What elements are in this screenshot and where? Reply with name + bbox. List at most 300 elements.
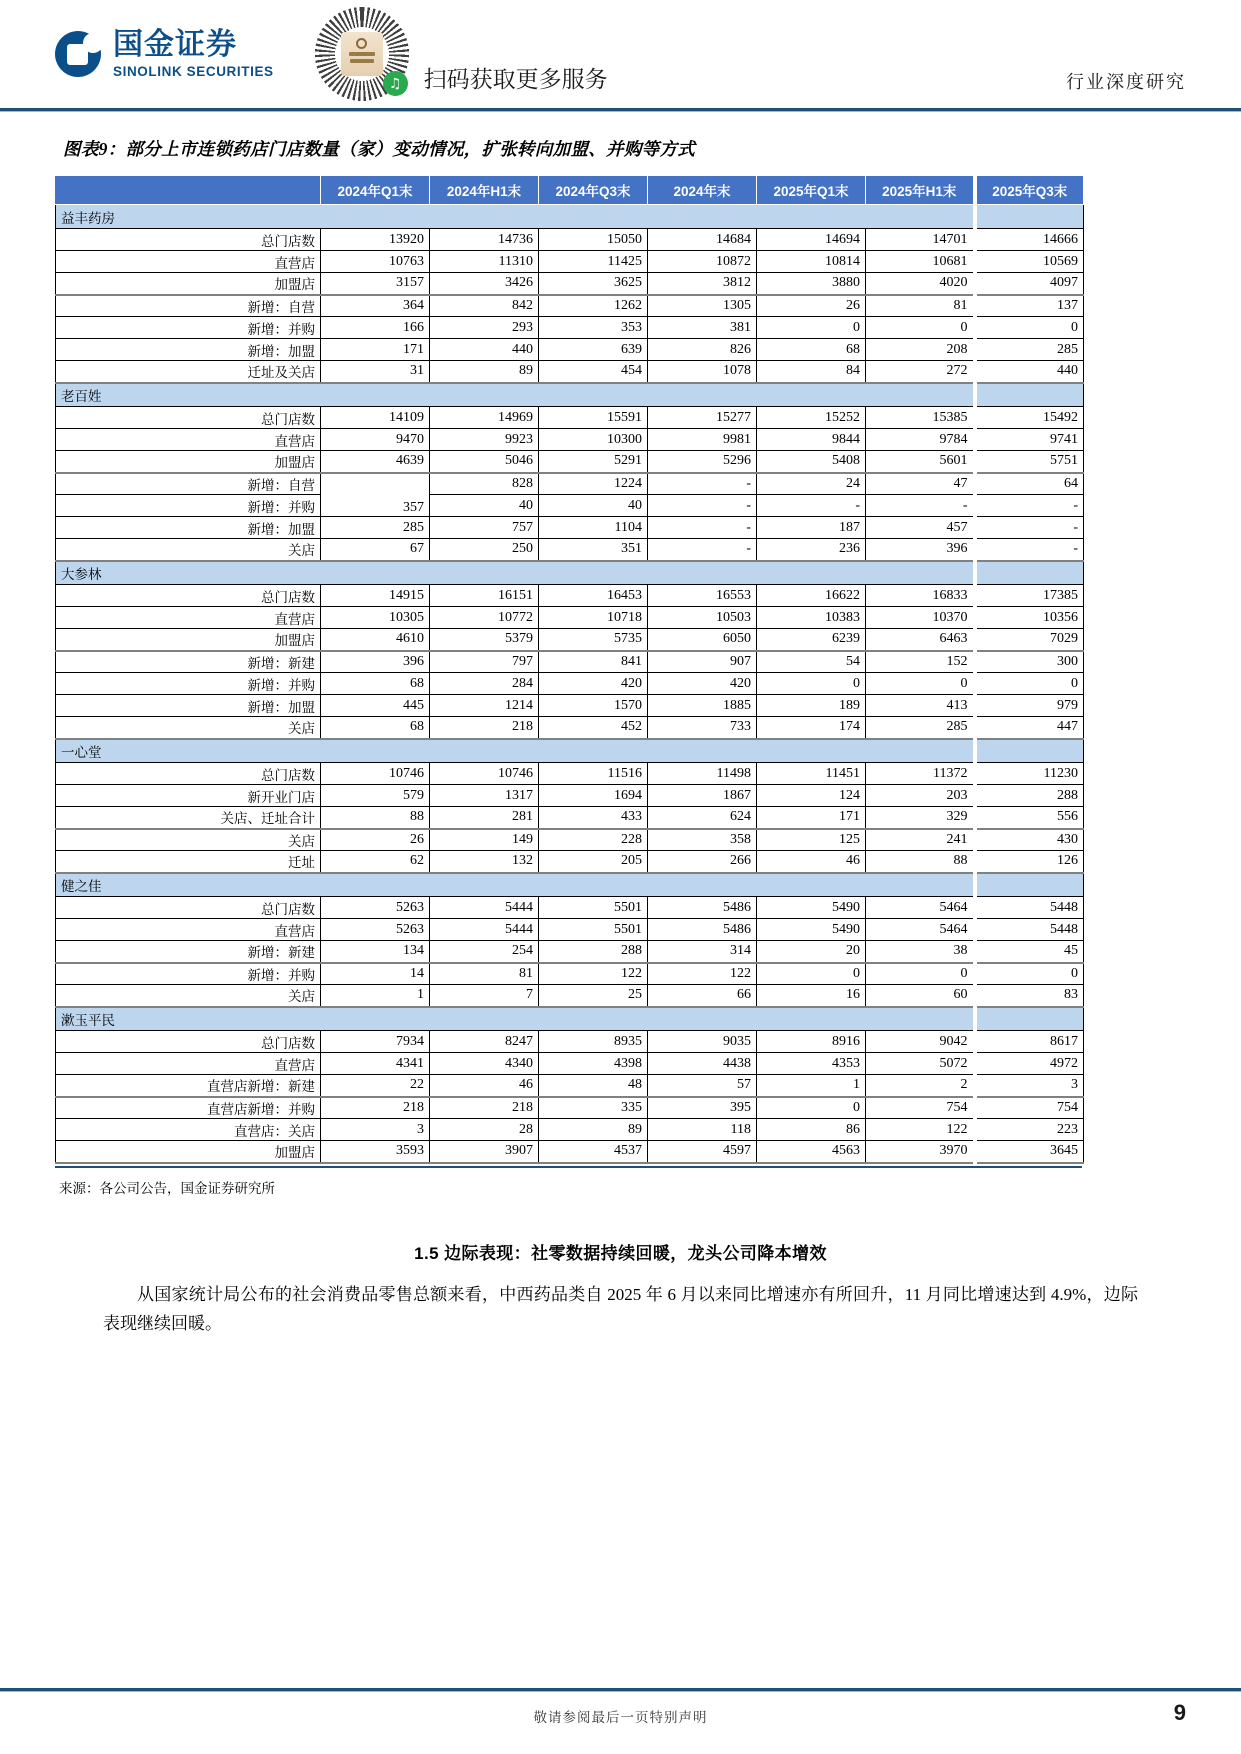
table-cell: 254 (430, 941, 539, 963)
table-col-header-7: 2025年Q3末 (975, 176, 1084, 205)
table-cell: 10872 (648, 251, 757, 273)
table-row (56, 985, 1084, 1007)
table-cell: 0 (866, 963, 975, 985)
table-cell: 3426 (430, 273, 539, 295)
table-cell: 0 (975, 317, 1084, 339)
table-row-label: 新增：加盟 (56, 517, 321, 539)
table-row (56, 495, 1084, 517)
table-row (56, 1097, 1084, 1119)
table-row-label: 加盟店 (56, 451, 321, 473)
table-cell: 45 (975, 941, 1084, 963)
table-row (56, 1075, 1084, 1097)
table-row (56, 251, 1084, 273)
table-cell: 11372 (866, 763, 975, 785)
brand-logo (55, 27, 274, 79)
table-cell: 122 (539, 963, 648, 985)
table-cell: - (975, 517, 1084, 539)
table-cell: 14684 (648, 229, 757, 251)
table-cell: 826 (648, 339, 757, 361)
table-cell: 445 (321, 695, 430, 717)
table-cell: 46 (757, 851, 866, 873)
table-row-label: 总门店数 (56, 407, 321, 429)
table-cell: - (648, 517, 757, 539)
table-row (56, 273, 1084, 295)
table-cell: 125 (757, 829, 866, 851)
table-cell: 3157 (321, 273, 430, 295)
table-cell: 4639 (321, 451, 430, 473)
table-row (56, 785, 1084, 807)
table-cell: 250 (430, 539, 539, 561)
table-cell: 126 (975, 851, 1084, 873)
table-cell: 11451 (757, 763, 866, 785)
table-section-gap (975, 873, 1084, 897)
table-cell: - (757, 495, 866, 517)
table-cell: - (648, 539, 757, 561)
table-row (56, 295, 1084, 317)
table-cell: 454 (539, 361, 648, 383)
table-section-gap (975, 561, 1084, 585)
table-row-label: 总门店数 (56, 763, 321, 785)
table-cell: 624 (648, 807, 757, 829)
table-row (56, 517, 1084, 539)
table-cell: 3 (321, 1119, 430, 1141)
table-cell: 84 (757, 361, 866, 383)
table-cell: 556 (975, 807, 1084, 829)
brand-name-cn: 国金证券 (113, 27, 237, 61)
table-cell: - (866, 495, 975, 517)
table-row-label: 关店 (56, 829, 321, 851)
table-cell: 10569 (975, 251, 1084, 273)
table-cell: 60 (866, 985, 975, 1007)
table-cell: 10305 (321, 607, 430, 629)
table-cell: 15492 (975, 407, 1084, 429)
table-cell: 6239 (757, 629, 866, 651)
table-cell: 1885 (648, 695, 757, 717)
table-cell: 7934 (321, 1031, 430, 1053)
table-cell: 5263 (321, 919, 430, 941)
table-row-label: 新增：自营 (56, 295, 321, 317)
table-cell: 218 (430, 1097, 539, 1119)
table-cell: 24 (757, 473, 866, 495)
table-cell: 841 (539, 651, 648, 673)
table-row-label: 关店、迁址合计 (56, 807, 321, 829)
table-row (56, 607, 1084, 629)
table-cell: 9981 (648, 429, 757, 451)
table-cell: 5379 (430, 629, 539, 651)
table-cell: 66 (648, 985, 757, 1007)
qr-caption: 扫码获取更多服务 (423, 66, 608, 92)
table-cell: 14 (321, 963, 430, 985)
table-cell: 203 (866, 785, 975, 807)
table-cell: 88 (866, 851, 975, 873)
table-section-gap (975, 383, 1084, 407)
table-cell: 285 (321, 517, 430, 539)
table-row-label: 加盟店 (56, 1141, 321, 1163)
table-cell: 16833 (866, 585, 975, 607)
table-cell: 8935 (539, 1031, 648, 1053)
table-cell: 16 (757, 985, 866, 1007)
wechat-mini-program-icon: ♫ (383, 71, 408, 96)
table-cell: 5751 (975, 451, 1084, 473)
table-cell: 754 (975, 1097, 1084, 1119)
table-cell: 5291 (539, 451, 648, 473)
table-cell: 11498 (648, 763, 757, 785)
table-cell: 10746 (430, 763, 539, 785)
table-cell: 733 (648, 717, 757, 739)
table-cell: 381 (648, 317, 757, 339)
table-cell: 5490 (757, 919, 866, 941)
table-cell: 9844 (757, 429, 866, 451)
table-cell: 5263 (321, 897, 430, 919)
table-row (56, 963, 1084, 985)
table-cell: 4341 (321, 1053, 430, 1075)
table-cell: 4340 (430, 1053, 539, 1075)
table-row-label: 关店 (56, 985, 321, 1007)
table-cell: 5408 (757, 451, 866, 473)
table-cell: 1570 (539, 695, 648, 717)
table-cell: 797 (430, 651, 539, 673)
table-cell: 15385 (866, 407, 975, 429)
table-cell: 579 (321, 785, 430, 807)
table-cell: 57 (648, 1075, 757, 1097)
table-cell: 15050 (539, 229, 648, 251)
table-section-name: 一心堂 (56, 739, 975, 763)
table-cell: 152 (866, 651, 975, 673)
table-cell: 979 (975, 695, 1084, 717)
table-col-header-2: 2024年H1末 (430, 176, 539, 205)
table-row-label: 新增：新建 (56, 941, 321, 963)
table-cell: 907 (648, 651, 757, 673)
table-cell: 1694 (539, 785, 648, 807)
table-row-label: 关店 (56, 539, 321, 561)
table-cell: 2 (866, 1075, 975, 1097)
table-cell: - (975, 495, 1084, 517)
table-cell: 284 (430, 673, 539, 695)
table-cell: 9042 (866, 1031, 975, 1053)
figure-title: 图表9：部分上市连锁药店门店数量（家）变动情况，扩张转向加盟、并购等方式 (63, 139, 696, 159)
table-cell: 447 (975, 717, 1084, 739)
table-row-label: 新增：并购 (56, 963, 321, 985)
table-header (56, 176, 1084, 205)
table-cell: 171 (321, 339, 430, 361)
table-cell: 9035 (648, 1031, 757, 1053)
qr-code-icon (314, 6, 410, 102)
table-cell: 31 (321, 361, 430, 383)
report-type-label: 行业深度研究 (1066, 72, 1186, 92)
table-cell: 223 (975, 1119, 1084, 1141)
table-cell: 3593 (321, 1141, 430, 1163)
table-row (56, 807, 1084, 829)
table-cell: 15277 (648, 407, 757, 429)
table-cell: 16622 (757, 585, 866, 607)
table-cell: 395 (648, 1097, 757, 1119)
table-cell: 10503 (648, 607, 757, 629)
table-cell: 364 (321, 295, 430, 317)
body-paragraph: 从国家统计局公布的社会消费品零售总额来看，中西药品类自 2025 年 6 月以来同比增速亦有所回升，11 月同比增速达到 4.9%，边际表现继续回暖。 (103, 1284, 1138, 1333)
table-cell: 0 (757, 317, 866, 339)
table-row-label: 新增：并购 (56, 495, 321, 517)
table-cell: 5490 (757, 897, 866, 919)
table-row-label: 总门店数 (56, 585, 321, 607)
table-row (56, 585, 1084, 607)
table-cell: 0 (866, 317, 975, 339)
table-cell: 11516 (539, 763, 648, 785)
table-row (56, 941, 1084, 963)
table-cell: 329 (866, 807, 975, 829)
table-cell: 842 (430, 295, 539, 317)
table-cell: 9923 (430, 429, 539, 451)
table-col-header-4: 2024年末 (648, 176, 757, 205)
table-row-label: 总门店数 (56, 229, 321, 251)
table-cell: 440 (430, 339, 539, 361)
table-cell: 828 (430, 473, 539, 495)
page-number: 9 (1173, 1700, 1186, 1725)
table-cell: 25 (539, 985, 648, 1007)
table-cell: 68 (757, 339, 866, 361)
table-row-label: 直营店新增：并购 (56, 1097, 321, 1119)
table-row (56, 1141, 1084, 1163)
table-section-gap (975, 739, 1084, 763)
table-cell: 134 (321, 941, 430, 963)
table-cell: 288 (539, 941, 648, 963)
table-cell: 5486 (648, 897, 757, 919)
table-cell: 358 (648, 829, 757, 851)
table-cell: 38 (866, 941, 975, 963)
table-row (56, 451, 1084, 473)
table-cell: 1317 (430, 785, 539, 807)
table-cell: 639 (539, 339, 648, 361)
table-cell: 1224 (539, 473, 648, 495)
table-row (56, 829, 1084, 851)
table-row-label: 直营店 (56, 919, 321, 941)
table-cell: 4563 (757, 1141, 866, 1163)
table-section-header (56, 873, 1084, 897)
table-cell: 0 (757, 963, 866, 985)
table-cell: 3645 (975, 1141, 1084, 1163)
table-cell: 0 (757, 673, 866, 695)
table-cell: 81 (430, 963, 539, 985)
footer-divider-thin (0, 1691, 1241, 1692)
table-cell: 1 (757, 1075, 866, 1097)
figure-source-note: 来源：各公司公告，国金证券研究所 (59, 1180, 275, 1196)
table-cell: 6050 (648, 629, 757, 651)
table-header-row (56, 176, 1084, 205)
table-cell: 68 (321, 673, 430, 695)
table-row (56, 361, 1084, 383)
table-cell: 14969 (430, 407, 539, 429)
table-cell: 132 (430, 851, 539, 873)
table-cell: 5448 (975, 897, 1084, 919)
table-cell: 10763 (321, 251, 430, 273)
table-cell: 3625 (539, 273, 648, 295)
table-cell: 440 (975, 361, 1084, 383)
table-cell: 353 (539, 317, 648, 339)
table-cell: 187 (757, 517, 866, 539)
table-row-label: 直营店新增：新建 (56, 1075, 321, 1097)
table-cell: 413 (866, 695, 975, 717)
table-cell: 81 (866, 295, 975, 317)
table-row-label: 直营店 (56, 1053, 321, 1075)
table-cell: 14701 (866, 229, 975, 251)
table-cell: 420 (539, 673, 648, 695)
table-row-label: 直营店 (56, 607, 321, 629)
table-cell: 285 (866, 717, 975, 739)
table-cell: 285 (975, 339, 1084, 361)
table-row-label: 直营店 (56, 251, 321, 273)
table-cell: 300 (975, 651, 1084, 673)
store-count-table (55, 175, 1084, 1164)
table-cell: 171 (757, 807, 866, 829)
table-row (56, 673, 1084, 695)
table-cell: 314 (648, 941, 757, 963)
table-cell: 5464 (866, 897, 975, 919)
table-row (56, 897, 1084, 919)
table-cell: 205 (539, 851, 648, 873)
table-cell: 15591 (539, 407, 648, 429)
table-cell: 14915 (321, 585, 430, 607)
table-cell: 122 (866, 1119, 975, 1141)
table-row-label: 直营店：关店 (56, 1119, 321, 1141)
table-row-label: 关店 (56, 717, 321, 739)
table-cell: 4438 (648, 1053, 757, 1075)
table-cell: 1867 (648, 785, 757, 807)
table-cell: 8617 (975, 1031, 1084, 1053)
table-cell: 16151 (430, 585, 539, 607)
table-cell: 4097 (975, 273, 1084, 295)
table-cell: 4353 (757, 1053, 866, 1075)
table-cell: 40 (539, 495, 648, 517)
table-cell: 420 (648, 673, 757, 695)
table-row (56, 429, 1084, 451)
table-cell: 3970 (866, 1141, 975, 1163)
table-cell: 396 (866, 539, 975, 561)
table-cell: 5501 (539, 897, 648, 919)
table-cell: 13920 (321, 229, 430, 251)
table-cell: 28 (430, 1119, 539, 1141)
table-cell: 5735 (539, 629, 648, 651)
table-cell: 0 (757, 1097, 866, 1119)
table-cell: 5072 (866, 1053, 975, 1075)
brand-name-en: SINOLINK SECURITIES (113, 63, 274, 79)
table-col-header-1: 2024年Q1末 (321, 176, 430, 205)
table-cell: 5296 (648, 451, 757, 473)
table-cell: 4398 (539, 1053, 648, 1075)
table-cell: 1262 (539, 295, 648, 317)
table-row-label: 加盟店 (56, 273, 321, 295)
table-cell: 149 (430, 829, 539, 851)
section-heading: 1.5 边际表现：社零数据持续回暖，龙头公司降本增效 (414, 1243, 827, 1263)
table-cell: 335 (539, 1097, 648, 1119)
table-cell: 228 (539, 829, 648, 851)
table-cell: 10300 (539, 429, 648, 451)
table-cell: 67 (321, 539, 430, 561)
table-cell: 14694 (757, 229, 866, 251)
table-cell: 5448 (975, 919, 1084, 941)
table-cell: 137 (975, 295, 1084, 317)
table-row-label: 新开业门店 (56, 785, 321, 807)
table-row (56, 651, 1084, 673)
header-divider-thin (0, 111, 1241, 112)
table-cell: 10681 (866, 251, 975, 273)
table-cell: 5486 (648, 919, 757, 941)
table-cell: 189 (757, 695, 866, 717)
table-cell: 4972 (975, 1053, 1084, 1075)
table-cell: 236 (757, 539, 866, 561)
table-cell: 9784 (866, 429, 975, 451)
table-cell: 11310 (430, 251, 539, 273)
table-row-label: 新增：自营 (56, 473, 321, 495)
table-section-header (56, 383, 1084, 407)
table-cell: 86 (757, 1119, 866, 1141)
table-body (56, 205, 1084, 1163)
table-cell: 8916 (757, 1031, 866, 1053)
table-cell: 166 (321, 317, 430, 339)
table-cell: 757 (430, 517, 539, 539)
table-cell: 357 (321, 473, 430, 517)
table-cell: 40 (430, 495, 539, 517)
table-cell: 1214 (430, 695, 539, 717)
table-row (56, 919, 1084, 941)
table-cell: 1078 (648, 361, 757, 383)
table-col-header-6: 2025年H1末 (866, 176, 975, 205)
table-cell: 11425 (539, 251, 648, 273)
page-content (0, 136, 1241, 1338)
table-cell: 62 (321, 851, 430, 873)
table-cell: 64 (975, 473, 1084, 495)
footer-disclaimer: 敬请参阅最后一页特别声明 (533, 1710, 708, 1725)
table-cell: 118 (648, 1119, 757, 1141)
table-section-header (56, 1007, 1084, 1031)
table-cell: 89 (539, 1119, 648, 1141)
table-row-label: 新增：并购 (56, 317, 321, 339)
table-cell: 0 (975, 963, 1084, 985)
page-header (0, 0, 1241, 108)
table-row (56, 851, 1084, 873)
table-cell: 4020 (866, 273, 975, 295)
table-section-name: 老百姓 (56, 383, 975, 407)
table-cell: 14109 (321, 407, 430, 429)
table-section-name: 益丰药房 (56, 205, 975, 229)
table-cell: 430 (975, 829, 1084, 851)
table-cell: 281 (430, 807, 539, 829)
table-cell: 26 (757, 295, 866, 317)
table-cell: 124 (757, 785, 866, 807)
table-row (56, 1053, 1084, 1075)
table-cell: 17385 (975, 585, 1084, 607)
qr-block (314, 6, 608, 102)
table-row-label: 迁址及关店 (56, 361, 321, 383)
table-cell: 3 (975, 1075, 1084, 1097)
table-row-label: 新增：并购 (56, 673, 321, 695)
table-cell: 4537 (539, 1141, 648, 1163)
table-cell: 5444 (430, 919, 539, 941)
table-section-name: 漱玉平民 (56, 1007, 975, 1031)
table-cell: 1305 (648, 295, 757, 317)
table-cell: 1 (321, 985, 430, 1007)
table-cell: - (648, 473, 757, 495)
table-section-name: 大参林 (56, 561, 975, 585)
table-cell: 10718 (539, 607, 648, 629)
table-row (56, 629, 1084, 651)
table-row (56, 717, 1084, 739)
table-cell: 754 (866, 1097, 975, 1119)
table-row (56, 339, 1084, 361)
table-cell: 351 (539, 539, 648, 561)
table-cell: 3880 (757, 273, 866, 295)
table-cell: 7 (430, 985, 539, 1007)
page-footer (0, 1688, 1241, 1754)
table-cell: 208 (866, 339, 975, 361)
